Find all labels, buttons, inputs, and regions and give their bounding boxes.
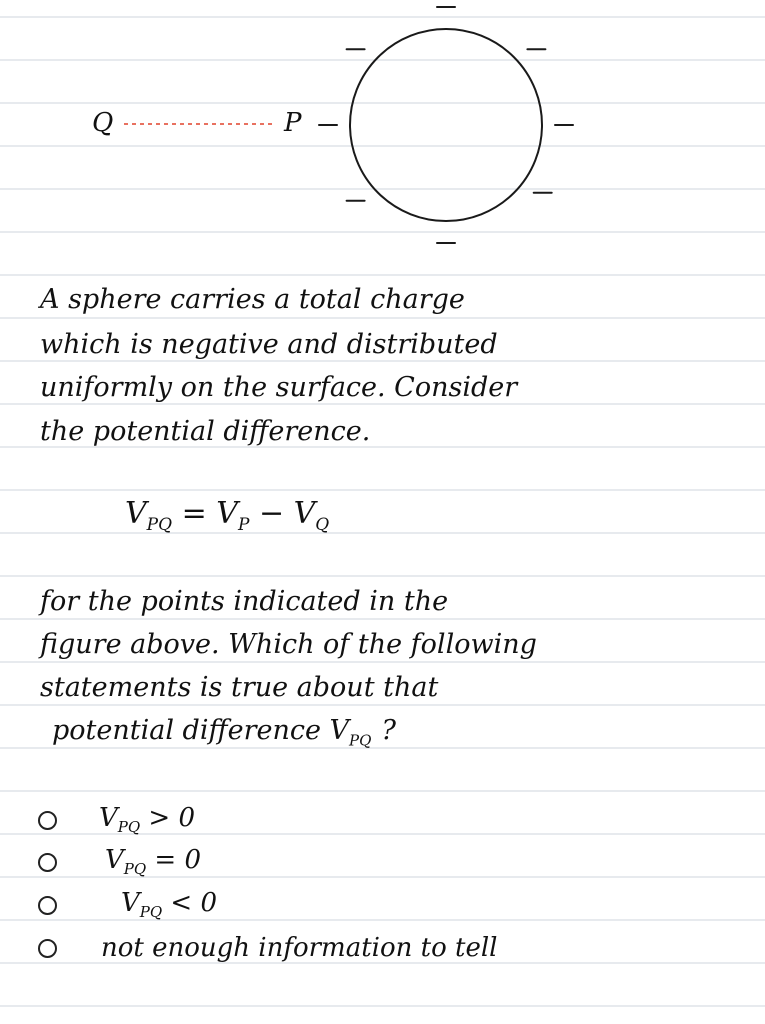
option-label: $V_{PQ} < 0$	[121, 888, 218, 922]
eq-minus: −	[249, 496, 294, 531]
prompt-line-2: figure above. Which of the following	[40, 629, 537, 660]
eq-lhs: V	[125, 496, 147, 531]
option-label: $V_{PQ} = 0$	[105, 845, 202, 879]
point-p-label: P	[284, 108, 302, 138]
option-vpq-less-than-zero[interactable]	[38, 888, 217, 922]
potential-difference-equation	[125, 496, 329, 535]
radio-button[interactable]	[38, 853, 57, 872]
point-q-label: Q	[92, 108, 114, 138]
question-line-4: the potential difference.	[40, 416, 371, 447]
option-vpq-greater-than-zero[interactable]	[38, 803, 195, 837]
question-line-3: uniformly on the surface. Consider	[40, 372, 518, 403]
prompt-question-mark: ?	[381, 715, 396, 746]
question-line-2: which is negative and distributed	[40, 329, 498, 360]
eq-term1-sub: P	[237, 515, 250, 535]
eq-term1: V	[216, 496, 238, 531]
radio-button[interactable]	[38, 811, 57, 830]
eq-equals: =	[172, 496, 217, 531]
option-vpq-equals-zero[interactable]	[38, 845, 201, 879]
radio-button[interactable]	[38, 896, 57, 915]
prompt-line-4	[52, 717, 396, 748]
charged-sphere	[350, 29, 542, 221]
eq-term2: V	[293, 496, 316, 531]
eq-term2-sub: Q	[315, 515, 330, 535]
sphere-figure	[0, 0, 765, 260]
prompt-line-3: statements is true about that	[40, 672, 439, 703]
question-line-1: A sphere carries a total charge	[40, 284, 465, 315]
option-label: not enough information to tell	[101, 933, 498, 963]
option-not-enough-information[interactable]	[38, 931, 497, 965]
eq-lhs-sub: PQ	[146, 515, 173, 535]
prompt-line-1: for the points indicated in the	[40, 586, 449, 617]
prompt-vpq-sub: PQ	[349, 731, 372, 750]
option-label: $V_{PQ} > 0$	[99, 803, 196, 837]
prompt-line-4-text: potential difference V	[52, 715, 350, 746]
radio-button[interactable]	[38, 939, 57, 958]
